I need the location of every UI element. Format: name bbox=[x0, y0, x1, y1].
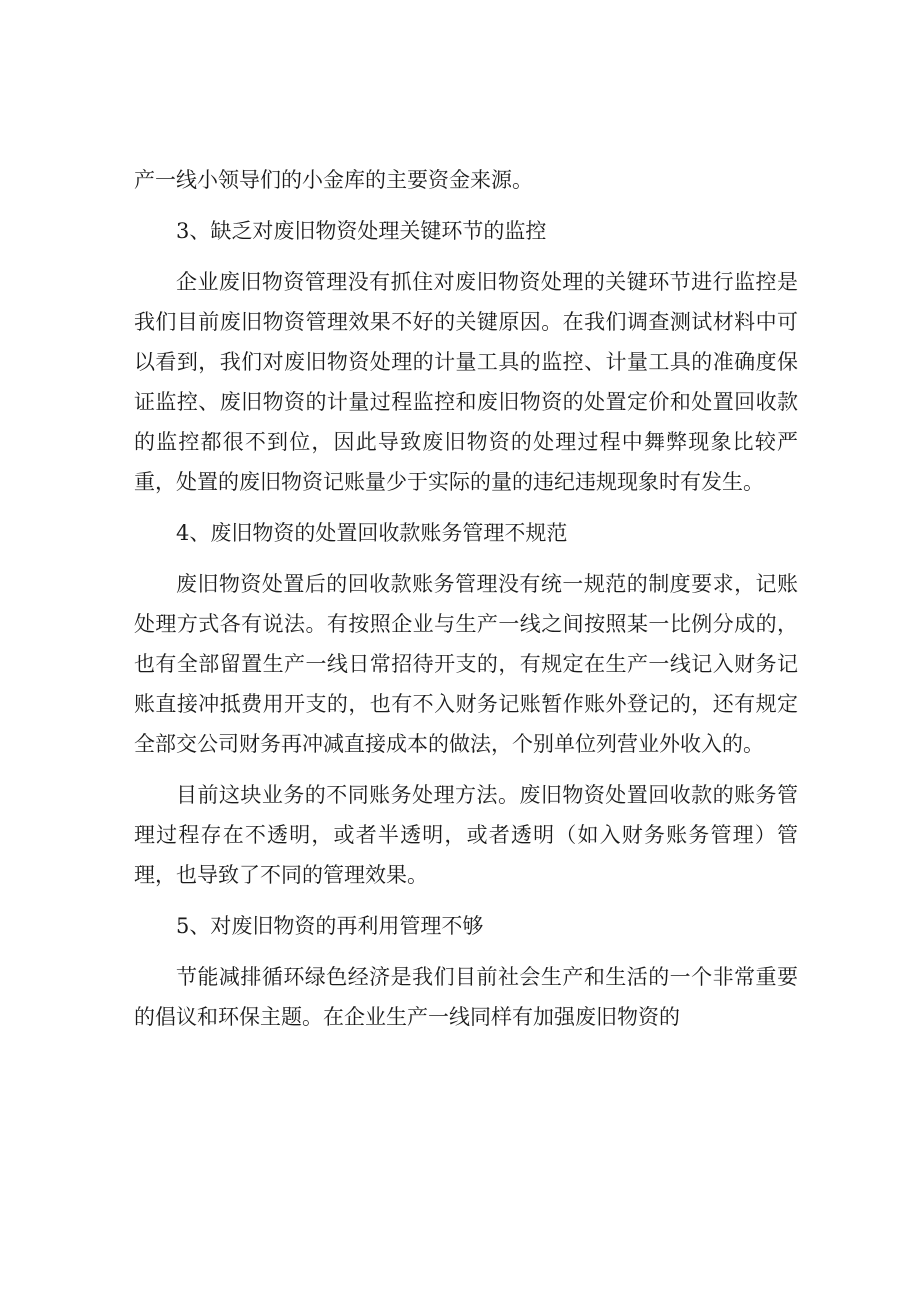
paragraph-monitoring: 企业废旧物资管理没有抓住对废旧物资处理的关键环节进行监控是我们目前废旧物资管理效果不好的关键原因。在我们调查测试材料中可以看到，我们对废旧物资处理的计量工具的监控、计量工具的准确度保证监控、废旧物资的计量过程监控和废旧物资的处置定价和处置回收款的监控都很不到位，因此导致废旧物资的处理过程中舞弊现象比较严重，处置的废旧物资记账量少于实际的量的违纪违规现象时有发生。 bbox=[134, 270, 798, 494]
paragraph-continuation: 产一线小领导们的小金库的主要资金来源。 bbox=[134, 168, 533, 192]
paragraph-recovery-accounting: 废旧物资处置后的回收款账务管理没有统一规范的制度要求，记账处理方式各有说法。有按照企业与生产一线之间按照某一比例分成的，也有全部留置生产一线日常招待开支的，有规定在生产一线记入财务记账直接冲抵费用开支的，也有不入财务记账暂作账外登记的，还有规定全部交公司财务再冲减直接成本的做法，个别单位列营业外收入的。 bbox=[134, 572, 798, 756]
paragraph-accounting-methods: 目前这块业务的不同账务处理方法。废旧物资处置回收款的账务管理过程存在不透明，或者半透明，或者透明（如入财务账务管理）管理，也导致了不同的管理效果。 bbox=[134, 783, 798, 887]
section-heading-4: 4、废旧物资的处置回收款账务管理不规范 bbox=[176, 521, 568, 545]
section-heading-3: 3、缺乏对废旧物资处理关键环节的监控 bbox=[176, 219, 547, 243]
section-heading-5: 5、对废旧物资的再利用管理不够 bbox=[176, 914, 484, 938]
document-body bbox=[134, 160, 798, 1048]
paragraph-reuse: 节能减排循环绿色经济是我们目前社会生产和生活的一个非常重要的倡议和环保主题。在企业生产一线同样有加强废旧物资的 bbox=[134, 965, 798, 1029]
